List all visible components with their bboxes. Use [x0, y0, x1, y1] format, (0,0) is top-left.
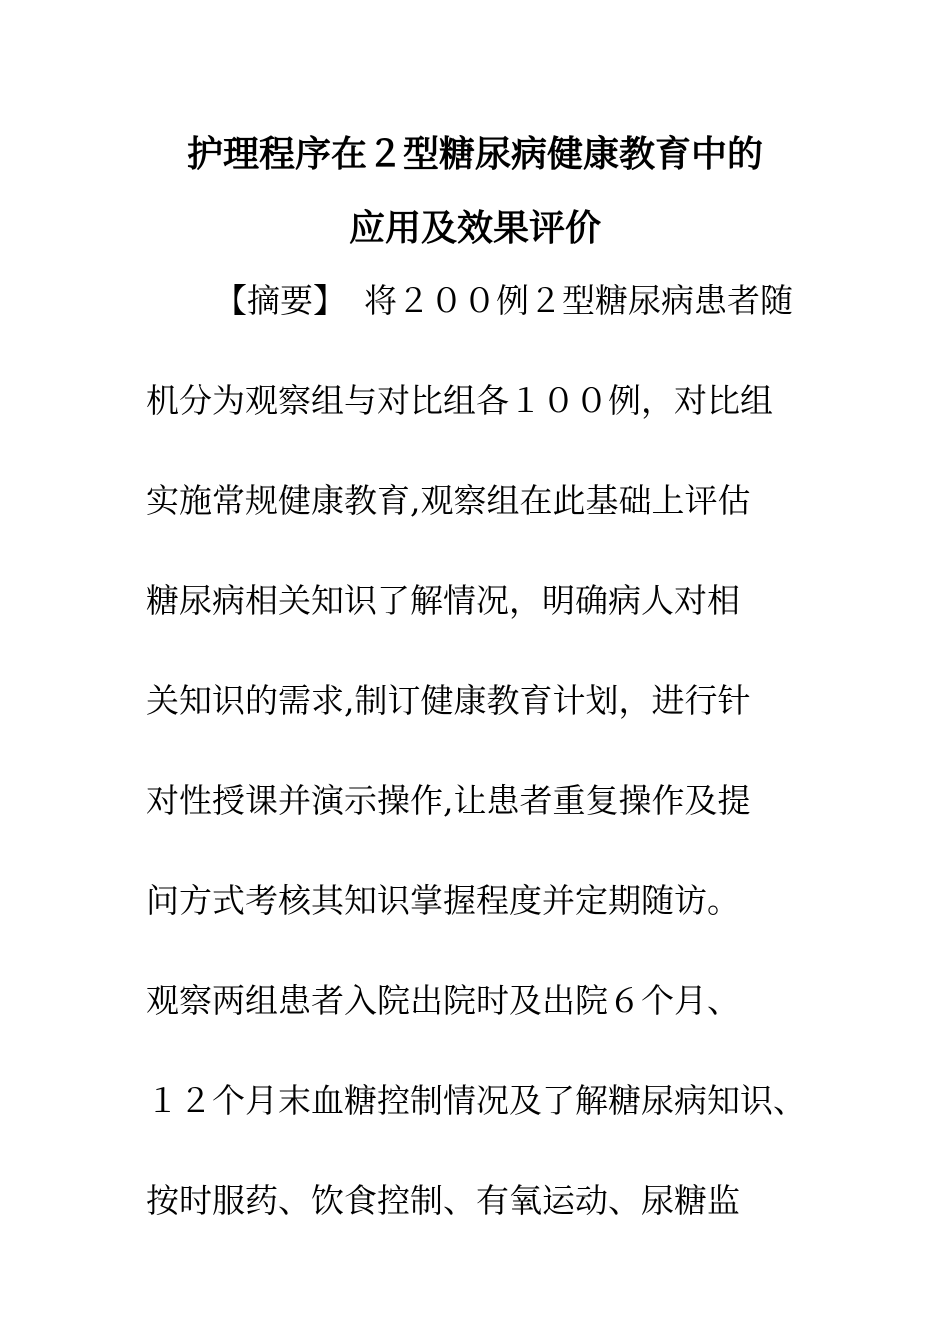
abstract-text-line-1: 将２００例２型糖尿病患者随: [364, 281, 793, 320]
abstract-first-line: [214, 280, 793, 322]
abstract-text-line-7: 问方式考核其知识掌握程度并定期随访。: [146, 881, 740, 920]
abstract-text-line-9: １２个月末血糖控制情况及了解糖尿病知识、: [146, 1081, 806, 1120]
abstract-text-line-2: 机分为观察组与对比组各１００例，对比组: [146, 381, 773, 420]
document-title-line-2: 应用及效果评价: [348, 208, 601, 249]
abstract-label: 【摘要】: [214, 281, 346, 320]
abstract-text-line-4: 糖尿病相关知识了解情况，明确病人对相: [146, 581, 740, 620]
document-title-line-1: 护理程序在２型糖尿病健康教育中的: [186, 134, 763, 175]
abstract-text-line-10: 按时服药、饮食控制、有氧运动、尿糖监: [146, 1181, 740, 1220]
abstract-text-line-8: 观察两组患者入院出院时及出院６个月、: [146, 981, 740, 1020]
abstract-text-line-5: 关知识的需求,制订健康教育计划，进行针: [146, 681, 751, 720]
abstract-text-line-3: 实施常规健康教育,观察组在此基础上评估: [146, 481, 751, 520]
abstract-text-line-6: 对性授课并演示操作,让患者重复操作及提: [146, 781, 751, 820]
